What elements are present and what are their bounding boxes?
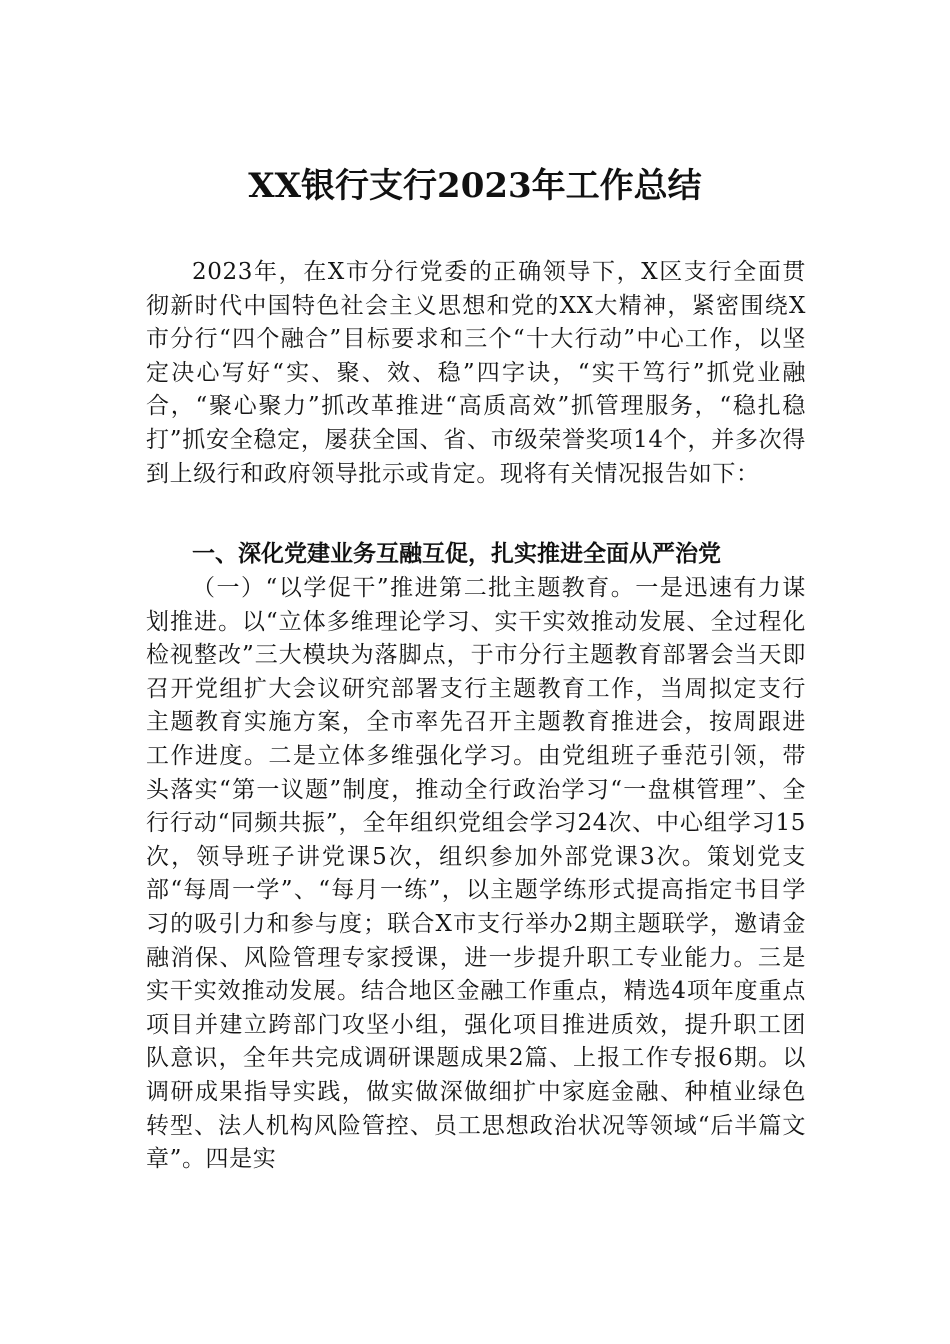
document-title: XX银行支行2023年工作总结	[248, 166, 702, 206]
section-heading-1: 一、深化党建业务互融互促，扎实推进全面从严治党	[192, 541, 721, 567]
section-1-paragraph: （一）“以学促干”推进第二批主题教育。一是迅速有力谋划推进。以“立体多维理论学习、实干实效推动发展、全过程化检视整改”三大模块为落脚点，于市分行主题教育部署会当天即召开党组扩大会议研究部署支行主题教育工作，当周拟定支行主题教育实施方案，全市率先召开主题教育推进会，按周跟进工作进度。二是立体多维强化学习。由党组班子垂范引领，带头落实“第一议题”制度，推动全行政治学习“一盘棋管理”、全行行动“同频共振”，全年组织党组会学习24次、中心组学习15次，领导班子讲党课5次，组织参加外部党课3次。策划党支部“每周一学”、“每月一练”，以主题学练形式提高指定书目学习的吸引力和参与度；联合X市支行举办2期主题联学，邀请金融消保、风险管理专家授课，进一步提升职工专业能力。三是实干实效推动发展。结合地区金融工作重点，精选4项年度重点项目并建立跨部门攻坚小组，强化项目推进质效，提升职工团队意识，全年共完成调研课题成果2篇、上报工作专报6期。以调研成果指导实践，做实做深做细扩中家庭金融、种植业绿色转型、法人机构风险管控、员工思想政治状况等领域“后半篇文章”。四是实	[146, 575, 806, 1173]
intro-paragraph: 2023年，在X市分行党委的正确领导下，X区支行全面贯彻新时代中国特色社会主义思想和党的XX大精神，紧密围绕X市分行“四个融合”目标要求和三个“十大行动”中心工作，以坚定决心写好“实、聚、效、稳”四字诀，“实干笃行”抓党业融合，“聚心聚力”抓改革推进“高质高效”抓管理服务，“稳扎稳打”抓安全稳定，屡获全国、省、市级荣誉奖项14个，并多次得到上级行和政府领导批示或肯定。现将有关情况报告如下：	[146, 259, 806, 487]
